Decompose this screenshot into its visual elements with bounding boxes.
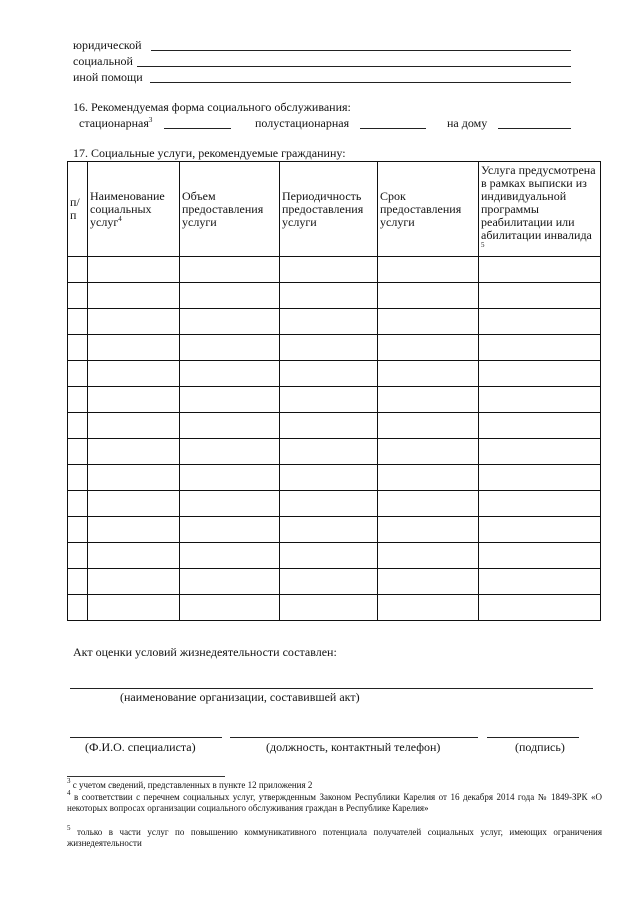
- table-row: [68, 517, 601, 543]
- table-cell[interactable]: [180, 517, 280, 543]
- table-cell[interactable]: [479, 283, 601, 309]
- col-header-name-text: Наименование социальных услуг: [90, 188, 165, 229]
- table-cell[interactable]: [280, 257, 378, 283]
- table-row: [68, 595, 601, 621]
- table-cell[interactable]: [68, 439, 88, 465]
- table-cell[interactable]: [68, 387, 88, 413]
- table-row: [68, 361, 601, 387]
- form-semistationary-label: полустационарная: [255, 116, 350, 130]
- table-cell[interactable]: [68, 283, 88, 309]
- form-home-line: [498, 128, 571, 129]
- legal-help-label: юридической: [73, 38, 142, 52]
- table-cell[interactable]: [68, 361, 88, 387]
- social-help-label: социальной: [73, 54, 133, 68]
- table-cell[interactable]: [280, 491, 378, 517]
- table-cell[interactable]: [180, 361, 280, 387]
- table-cell[interactable]: [378, 569, 479, 595]
- table-cell[interactable]: [280, 335, 378, 361]
- services-table-header: [68, 162, 601, 257]
- table-cell[interactable]: [280, 309, 378, 335]
- signature-line: [487, 737, 579, 738]
- table-cell[interactable]: [68, 465, 88, 491]
- services-table: [67, 161, 601, 621]
- table-cell[interactable]: [378, 309, 479, 335]
- form-semistationary-line: [360, 128, 426, 129]
- table-cell[interactable]: [378, 413, 479, 439]
- table-cell[interactable]: [479, 439, 601, 465]
- table-cell[interactable]: [378, 257, 479, 283]
- table-cell[interactable]: [180, 335, 280, 361]
- footnote-5: [67, 824, 602, 849]
- legal-help-line: [151, 50, 571, 51]
- table-cell[interactable]: [479, 465, 601, 491]
- footnote-3-text: с учетом сведений, представленных в пункте 12 приложения 2: [72, 780, 313, 790]
- col-header-periodicity: Периодичность предоставления услуги: [280, 162, 378, 257]
- table-cell[interactable]: [378, 595, 479, 621]
- specialist-name-caption: (Ф.И.О. специалиста): [85, 740, 196, 754]
- table-cell[interactable]: [479, 335, 601, 361]
- col-header-name: [88, 162, 180, 257]
- table-cell[interactable]: [88, 257, 180, 283]
- col-header-volume: Объем предоставления услуги: [180, 162, 280, 257]
- table-row: [68, 491, 601, 517]
- table-cell[interactable]: [280, 439, 378, 465]
- footnote-separator: [67, 776, 225, 777]
- table-cell[interactable]: [180, 413, 280, 439]
- table-cell[interactable]: [479, 413, 601, 439]
- form-home-label: на дому: [447, 116, 488, 130]
- table-cell[interactable]: [180, 543, 280, 569]
- table-cell[interactable]: [180, 283, 280, 309]
- table-cell[interactable]: [88, 361, 180, 387]
- table-cell[interactable]: [378, 439, 479, 465]
- table-cell[interactable]: [180, 439, 280, 465]
- table-cell[interactable]: [479, 543, 601, 569]
- table-cell[interactable]: [378, 543, 479, 569]
- footnote-ref-5: 5: [481, 240, 485, 249]
- table-cell[interactable]: [479, 309, 601, 335]
- form-stationary-line: [164, 128, 231, 129]
- footnote-ref-4: 4: [118, 214, 122, 223]
- table-cell[interactable]: [180, 569, 280, 595]
- footnote-5-number: 5: [67, 824, 71, 832]
- col-header-number: п/п: [68, 162, 88, 257]
- services-table-body: [68, 257, 601, 621]
- table-cell[interactable]: [479, 387, 601, 413]
- footnote-4-text: в соответствии с перечнем социальных услуг, утвержденным Законом Республики Карелия от 16 декабря 2014 года № 1849-ЗРК «О некоторых вопросах организации социального обслуживания граждан в Республике Карелия»: [67, 792, 603, 813]
- table-cell[interactable]: [280, 283, 378, 309]
- form-stationary: [79, 116, 152, 130]
- position-phone-line: [230, 737, 478, 738]
- col-header-ipra: [479, 162, 601, 257]
- table-cell[interactable]: [68, 595, 88, 621]
- table-row: [68, 465, 601, 491]
- table-cell[interactable]: [88, 517, 180, 543]
- table-cell[interactable]: [280, 569, 378, 595]
- table-cell[interactable]: [68, 543, 88, 569]
- table-cell[interactable]: [88, 413, 180, 439]
- footnote-ref-3: 3: [148, 116, 153, 124]
- footnote-4-number: 4: [67, 789, 71, 797]
- table-cell[interactable]: [88, 387, 180, 413]
- table-cell[interactable]: [88, 335, 180, 361]
- table-cell[interactable]: [280, 543, 378, 569]
- social-help-line: [137, 66, 571, 67]
- table-cell[interactable]: [88, 569, 180, 595]
- table-cell[interactable]: [378, 387, 479, 413]
- table-cell[interactable]: [479, 595, 601, 621]
- table-row: [68, 439, 601, 465]
- table-cell[interactable]: [378, 491, 479, 517]
- table-cell[interactable]: [479, 517, 601, 543]
- table-row: [68, 569, 601, 595]
- table-cell[interactable]: [479, 491, 601, 517]
- table-cell[interactable]: [88, 283, 180, 309]
- table-cell[interactable]: [280, 387, 378, 413]
- table-row: [68, 257, 601, 283]
- table-cell[interactable]: [88, 309, 180, 335]
- table-cell[interactable]: [280, 595, 378, 621]
- table-cell[interactable]: [88, 439, 180, 465]
- table-row: [68, 335, 601, 361]
- table-cell[interactable]: [280, 413, 378, 439]
- table-cell[interactable]: [280, 465, 378, 491]
- organization-caption: (наименование организации, составившей акт): [120, 690, 360, 704]
- table-cell[interactable]: [180, 257, 280, 283]
- other-help-line: [150, 82, 571, 83]
- table-cell[interactable]: [88, 595, 180, 621]
- table-cell[interactable]: [68, 335, 88, 361]
- table-row: [68, 387, 601, 413]
- table-cell[interactable]: [180, 595, 280, 621]
- section-16-heading: 16. Рекомендуемая форма социального обслуживания:: [73, 100, 351, 114]
- act-heading: Акт оценки условий жизнедеятельности составлен:: [73, 645, 337, 659]
- table-cell[interactable]: [68, 309, 88, 335]
- table-cell[interactable]: [68, 491, 88, 517]
- table-cell[interactable]: [378, 335, 479, 361]
- table-cell[interactable]: [180, 387, 280, 413]
- signature-caption: (подпись): [515, 740, 565, 754]
- table-row: [68, 283, 601, 309]
- col-header-ipra-text: Услуга предусмотрена в рамках выписки из индивидуальной программы реабилитации или абилитации инвалида: [481, 162, 596, 242]
- footnote-3-number: 3: [67, 777, 71, 785]
- footnote-3: [67, 777, 607, 791]
- table-row: [68, 413, 601, 439]
- table-row: [68, 543, 601, 569]
- table-cell[interactable]: [88, 491, 180, 517]
- specialist-name-line: [70, 737, 222, 738]
- table-cell[interactable]: [280, 361, 378, 387]
- table-cell[interactable]: [180, 491, 280, 517]
- footnote-4: [67, 789, 603, 814]
- table-row: [68, 309, 601, 335]
- footnote-5-text: только в части услуг по повышению коммуникативного потенциала получателей социальных услуг, имеющих ограничения жизнедеятельности: [67, 827, 602, 848]
- table-cell[interactable]: [378, 361, 479, 387]
- table-cell[interactable]: [68, 569, 88, 595]
- table-cell[interactable]: [68, 413, 88, 439]
- table-cell[interactable]: [378, 283, 479, 309]
- form-stationary-label: стационарная: [79, 116, 149, 130]
- table-cell[interactable]: [68, 517, 88, 543]
- table-cell[interactable]: [180, 465, 280, 491]
- table-cell[interactable]: [68, 257, 88, 283]
- table-cell[interactable]: [479, 257, 601, 283]
- organization-line: [70, 688, 593, 689]
- table-cell[interactable]: [479, 361, 601, 387]
- col-header-term: Срок предоставления услуги: [378, 162, 479, 257]
- table-cell[interactable]: [479, 569, 601, 595]
- table-cell[interactable]: [88, 465, 180, 491]
- table-cell[interactable]: [378, 517, 479, 543]
- position-phone-caption: (должность, контактный телефон): [266, 740, 441, 754]
- table-cell[interactable]: [88, 543, 180, 569]
- table-cell[interactable]: [378, 465, 479, 491]
- table-cell[interactable]: [280, 517, 378, 543]
- other-help-label: иной помощи: [73, 70, 143, 84]
- table-cell[interactable]: [180, 309, 280, 335]
- section-17-heading: 17. Социальные услуги, рекомендуемые гражданину:: [73, 146, 346, 160]
